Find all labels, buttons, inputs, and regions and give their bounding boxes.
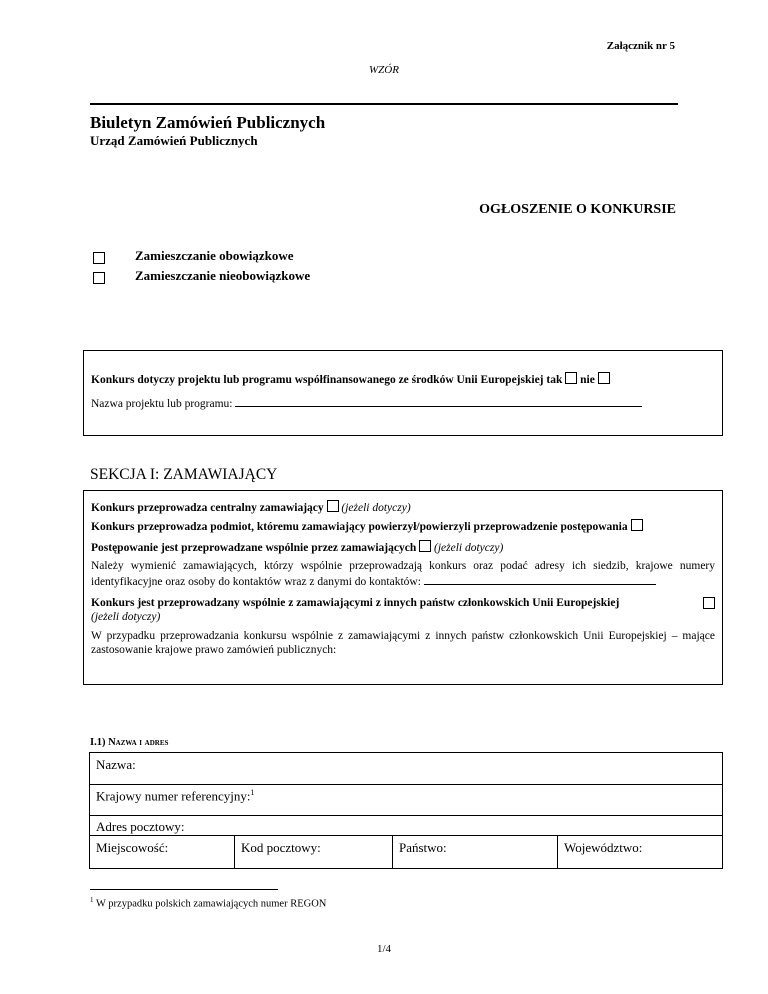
name-label: Nazwa: (96, 757, 136, 772)
entrusted-label: Konkurs przeprowadza podmiot, któremu zamawiający powierzył/powierzyli przeprowadzenie postępowania (91, 521, 628, 533)
zip-label: Kod pocztowy: (241, 840, 321, 855)
i1-heading (90, 737, 168, 748)
page-number: 1/4 (376, 943, 392, 955)
country-label: Państwo: (399, 840, 447, 855)
project-name-label: Nazwa projektu lub programu: (91, 398, 233, 410)
entrusted-row (91, 519, 643, 533)
city-field[interactable] (89, 835, 235, 869)
eu-project-question: Konkurs dotyczy projektu lub programu współfinansowanego ze środków Unii Europejskiej (91, 374, 544, 386)
mandatory-label: Zamieszczanie obowiązkowe (135, 248, 294, 263)
joint-row (91, 540, 503, 554)
postal-address-label: Adres pocztowy: (96, 819, 185, 834)
footnote (90, 896, 326, 910)
region-field[interactable] (557, 835, 723, 869)
project-name-row (91, 395, 642, 410)
joint-note-text: Należy wymienić zamawiających, którzy wspólnie przeprowadzają konkurs oraz podać adresy ich siedzib, krajowe numery identyfikacyjne oraz osoby do kontaktów wraz z danymi do kontaktów: (91, 560, 715, 588)
eu-joint-checkbox[interactable] (703, 597, 715, 609)
eu-yes-checkbox[interactable] (565, 372, 577, 384)
optional-checkbox[interactable] (93, 270, 105, 288)
project-name-field[interactable] (235, 395, 642, 407)
ref-number-label: Krajowy numer referencyjny: (96, 788, 251, 804)
notice-title: OGŁOSZENIE O KONKURSIE (479, 202, 676, 217)
name-field[interactable] (89, 752, 723, 785)
i1-number: I.1) (90, 737, 106, 748)
entrusted-checkbox[interactable] (631, 519, 643, 531)
ref-number-field[interactable] (89, 784, 723, 816)
bulletin-office: Urząd Zamówień Publicznych (90, 133, 258, 148)
region-label: Województwo: (564, 840, 643, 855)
postal-address-field[interactable] (89, 815, 723, 836)
central-checkbox[interactable] (327, 500, 339, 512)
annex-label: Załącznik nr 5 (606, 40, 675, 52)
joint-note-field[interactable] (424, 573, 656, 585)
eu-joint-label: Konkurs jest przeprowadzany wspólnie z zamawiającymi z innych państw członkowskich Unii Europejskiej (91, 597, 620, 609)
country-field[interactable] (392, 835, 558, 869)
header-rule (90, 103, 678, 105)
footnote-mark: 1 (90, 896, 94, 904)
bulletin-title: Biuletyn Zamówień Publicznych (90, 113, 326, 132)
mandatory-checkbox[interactable] (93, 250, 105, 268)
central-label: Konkurs przeprowadza centralny zamawiający (91, 502, 324, 514)
template-label: WZÓR (369, 64, 399, 76)
eu-project-box (83, 350, 723, 436)
footnote-text: W przypadku polskich zamawiających numer REGON (95, 898, 327, 910)
central-row (91, 500, 411, 514)
eu-project-question-row (91, 372, 610, 386)
optional-label: Zamieszczanie nieobowiązkowe (135, 268, 311, 283)
central-note: (jeżeli dotyczy) (341, 502, 411, 514)
joint-checkbox[interactable] (419, 540, 431, 552)
footnote-rule (90, 889, 278, 890)
joint-label: Postępowanie jest przeprowadzane wspólnie przez zamawiających (91, 542, 417, 554)
city-label: Miejscowość: (96, 840, 169, 855)
eu-yes-label: tak (546, 374, 563, 386)
zip-field[interactable] (234, 835, 393, 869)
eu-joint-row (91, 596, 715, 624)
joint-if-applicable: (jeżeli dotyczy) (434, 542, 504, 554)
eu-no-checkbox[interactable] (598, 372, 610, 384)
eu-joint-if-applicable: (jeżeli dotyczy) (91, 611, 161, 623)
joint-note (91, 559, 715, 589)
ref-footnote-mark: 1 (250, 788, 255, 797)
eu-joint-note: W przypadku przeprowadzania konkursu wspólnie z zamawiającymi z innych państw członkowskich Unii Europejskiej – mające zastosowanie krajowe prawo zamówień publicznych: (91, 630, 715, 656)
section1-title: SEKCJA I: ZAMAWIAJĄCY (90, 466, 278, 483)
i1-title: Nazwa i adres (108, 737, 169, 748)
eu-no-label: nie (580, 374, 595, 386)
